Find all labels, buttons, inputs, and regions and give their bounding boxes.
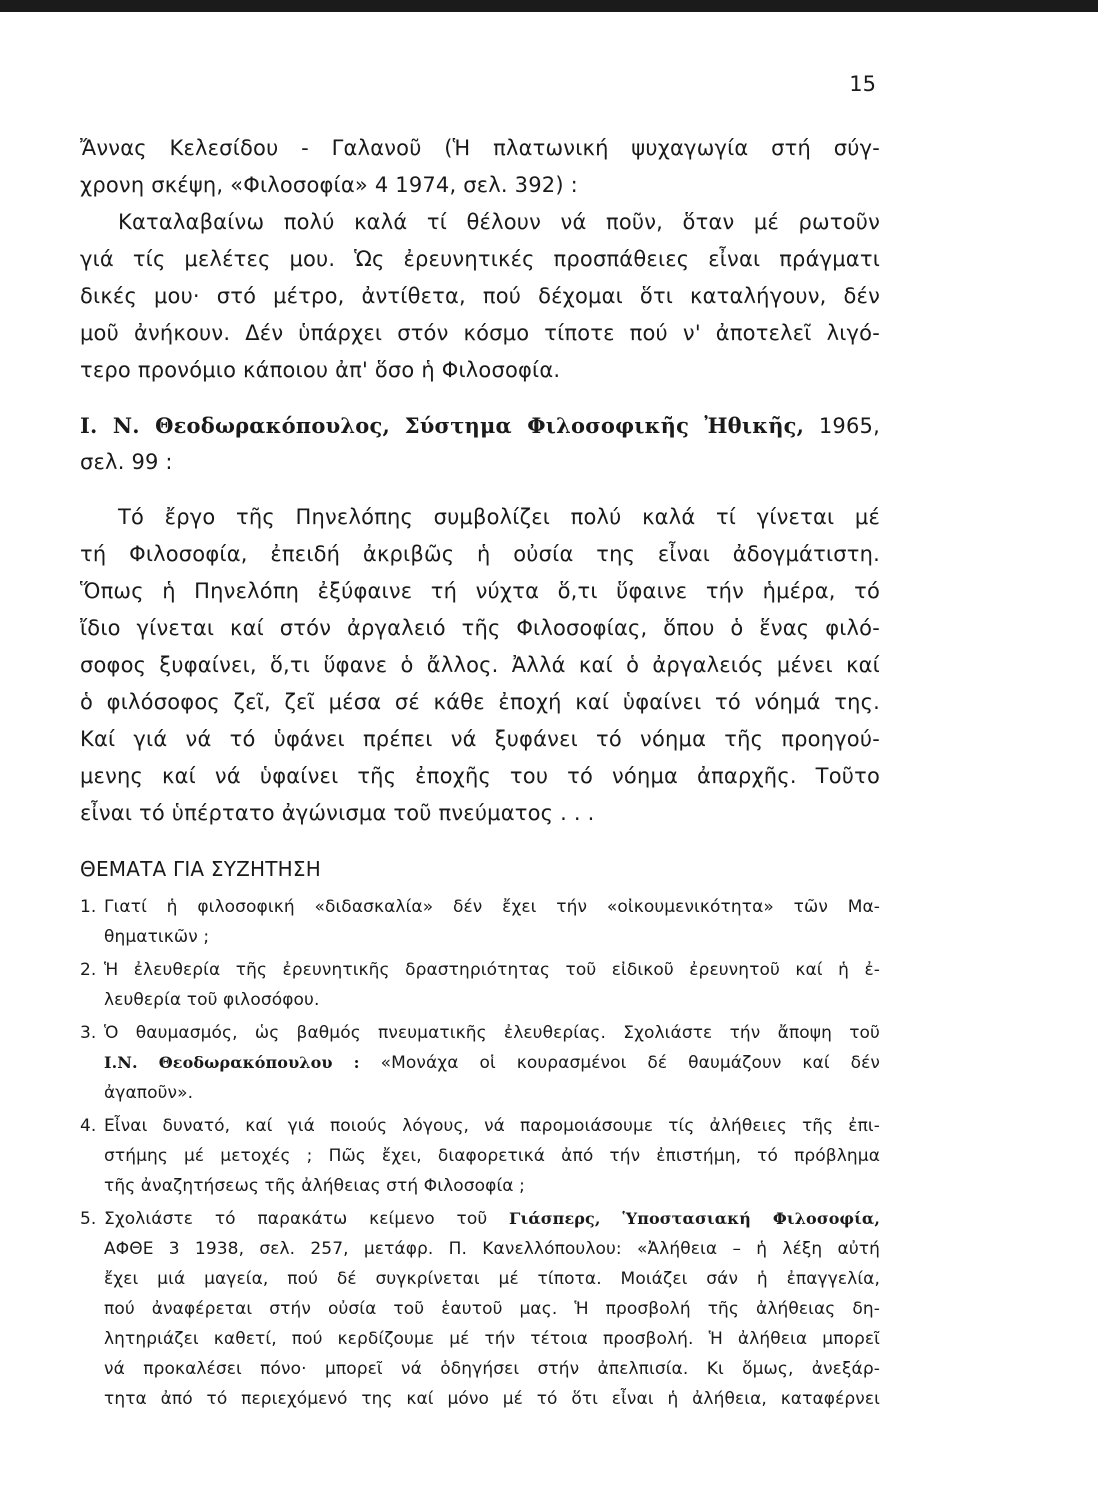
text-line: τερο προνόμιο κάποιου ἀπ' ὅσο ἡ Φιλοσοφία.	[80, 358, 561, 382]
list-item	[80, 1204, 880, 1414]
item-line-rest: «Μονάχα οἱ κουρασμένοι δέ θαυμάζουν καί δέν	[380, 1053, 880, 1073]
text-line: Τό ἔργο τῆς Πηνελόπης συμβολίζει πολύ καλά τί γίνεται μέ	[118, 505, 880, 529]
citation-page: σελ. 99 :	[80, 450, 173, 474]
text-line: γιά τίς μελέτες μου. Ὡς ἐρευνητικές προσπάθειες εἶναι πράγματι	[80, 247, 880, 271]
item-line: Γιατί ἡ φιλοσοφική «διδασκαλία» δέν ἔχει τήν «οἰκουμενικότητα» τῶν Μα-	[104, 897, 880, 917]
item-line: ἔχει μιά μαγεία, πού δέ συγκρίνεται μέ τίποτα. Μοιάζει σάν ἡ ἐπαγγελία,	[104, 1269, 880, 1289]
item-number: 1.	[80, 897, 97, 917]
scan-edge	[0, 0, 1098, 12]
text-line: μενης καί νά ὑφαίνει τῆς ἐποχῆς του τό νόημα ἀπαρχῆς. Τοῦτο	[80, 764, 880, 788]
page-number: 15	[849, 72, 876, 96]
item-number: 2.	[80, 960, 97, 980]
list-item	[80, 1018, 880, 1108]
text-line: ἴδιο γίνεται καί στόν ἀργαλειό τῆς Φιλοσοφίας, ὅπου ὁ ἕνας φιλό-	[80, 616, 880, 640]
item-line: Ἡ ἐλευθερία τῆς ἐρευνητικῆς δραστηριότητας τοῦ εἰδικοῦ ἐρευνητοῦ καί ἡ ἐ-	[104, 960, 880, 980]
item-number: 4.	[80, 1116, 97, 1136]
list-item	[80, 1111, 880, 1201]
item-line: λητηριάζει καθετί, πού κερδίζουμε μέ τήν τέτοια προσβολή. Ἡ ἀλήθεια μπορεῖ	[104, 1329, 880, 1349]
spacer	[80, 481, 880, 499]
text-line: σοφος ξυφαίνει, ὅ,τι ὕφανε ὁ ἄλλος. Ἀλλά καί ὁ ἀργαλειός μένει καί	[80, 653, 880, 677]
item-line-prefix: Σχολιάστε τό παρακάτω κείμενο τοῦ	[104, 1209, 488, 1229]
text-line: Ὅπως ἡ Πηνελόπη ἐξύφαινε τή νύχτα ὅ,τι ὕφαινε τήν ἡμέρα, τό	[80, 579, 880, 603]
discussion-list	[80, 892, 880, 1414]
item-bold-author: Γιάσπερς,	[509, 1209, 601, 1228]
quote-penelope	[80, 499, 880, 832]
item-number: 5.	[80, 1209, 97, 1229]
item-line: θηματικῶν ;	[104, 927, 210, 947]
citation-theodorakopoulos	[80, 407, 880, 481]
item-line: ΑΦΘΕ 3 1938, σελ. 257, μετάφρ. Π. Κανελλόπουλου: «Ἀλήθεια – ἡ λέξη αὐτή	[104, 1239, 880, 1259]
text-line: δικές μου· στό μέτρο, ἀντίθετα, πού δέχομαι ὅτι καταλήγουν, δέν	[80, 284, 880, 308]
quote-kelesidou	[80, 130, 880, 389]
item-line: τῆς ἀναζητήσεως τῆς ἀλήθειας στή Φιλοσοφία ;	[104, 1176, 525, 1196]
spacer	[80, 389, 880, 407]
citation-work: Σύστημα Φιλοσοφικῆς Ἠθικῆς,	[404, 413, 805, 438]
text-line: Καταλαβαίνω πολύ καλά τί θέλουν νά ποῦν, ὅταν μέ ρωτοῦν	[118, 210, 880, 234]
item-number: 3.	[80, 1023, 97, 1043]
item-line: πού ἀναφέρεται στήν οὐσία τοῦ ἑαυτοῦ μας. Ἡ προσβολή τῆς ἀλήθειας δη-	[104, 1299, 880, 1319]
text-line: Ἄννας Κελεσίδου - Γαλανοῦ (Ἡ πλατωνική ψυχαγωγία στή σύγ-	[80, 136, 880, 160]
list-item	[80, 955, 880, 1015]
page-body	[80, 130, 880, 1414]
text-line: μοῦ ἀνήκουν. Δέν ὑπάρχει στόν κόσμο τίποτε πού ν' ἀποτελεῖ λιγό-	[80, 321, 880, 345]
citation-year: 1965,	[818, 414, 880, 438]
text-line: εἶναι τό ὑπέρτατο ἀγώνισμα τοῦ πνεύματος . . .	[80, 801, 595, 825]
item-line	[104, 1048, 880, 1078]
text-line: χρονη σκέψη, «Φιλοσοφία» 4 1974, σελ. 392) :	[80, 173, 578, 197]
text-line: Καί γιά νά τό ὑφάνει πρέπει νά ξυφάνει τό νόημα τῆς προηγού-	[80, 727, 880, 751]
item-line: Εἶναι δυνατό, καί γιά ποιούς λόγους, νά παρομοιάσουμε τίς ἀλήθειες τῆς ἐπι-	[104, 1116, 880, 1136]
item-line: ἀγαποῦν».	[104, 1083, 194, 1103]
list-item	[80, 892, 880, 952]
item-line: λευθερία τοῦ φιλοσόφου.	[104, 990, 320, 1010]
text-line: τή Φιλοσοφία, ἐπειδή ἀκριβῶς ἡ οὐσία της εἶναι ἀδογμάτιστη.	[80, 542, 880, 566]
text-line: ὁ φιλόσοφος ζεῖ, ζεῖ μέσα σέ κάθε ἐποχή καί ὑφαίνει τό νόημά της.	[80, 690, 880, 714]
item-line: νά προκαλέσει πόνο· μπορεῖ νά ὁδηγήσει στήν ἀπελπισία. Κι ὅμως, ἀνεξάρ-	[104, 1359, 880, 1379]
item-line: Ὁ θαυμασμός, ὡς βαθμός πνευματικῆς ἐλευθερίας. Σχολιάστε τήν ἄποψη τοῦ	[104, 1023, 880, 1043]
item-line: τητα ἀπό τό περιεχόμενό της καί μόνο μέ τό ὅτι εἶναι ἡ ἀλήθεια, καταφέρνει	[104, 1389, 880, 1409]
item-bold-name: Ι.Ν. Θεοδωρακόπουλου :	[104, 1053, 360, 1072]
item-bold-work: Ὑποστασιακή Φιλοσοφία,	[622, 1209, 880, 1228]
citation-line	[80, 407, 880, 444]
item-line: στήμης μέ μετοχές ; Πῶς ἔχει, διαφορετικά ἀπό τήν ἐπιστήμη, τό πρόβλημα	[104, 1146, 880, 1166]
discussion-heading: ΘΕΜΑΤΑ ΓΙΑ ΣΥΖΗΤΗΣΗ	[80, 857, 321, 881]
item-line	[104, 1204, 880, 1234]
citation-author: Ι. Ν. Θεοδωρακόπουλος,	[80, 413, 390, 438]
